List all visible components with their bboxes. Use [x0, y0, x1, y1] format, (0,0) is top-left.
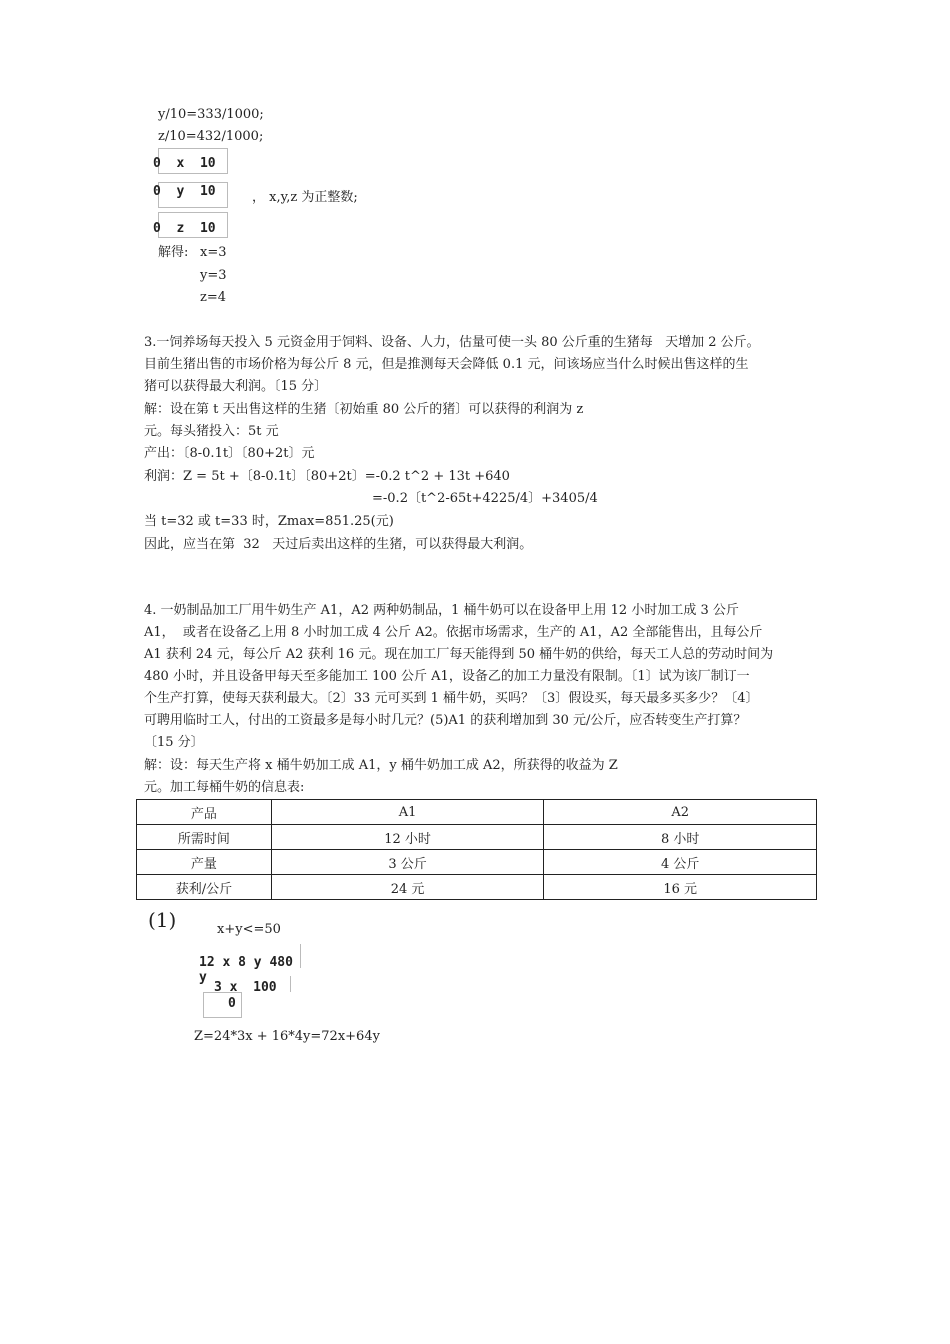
table-header-cell: A2: [544, 800, 817, 825]
constraint-bracket-2: [290, 976, 291, 992]
equation-y: y/10=333/1000;: [158, 107, 264, 122]
solution-z: z=4: [200, 290, 227, 305]
q3-line-10: 因此，应当在第 32 天过后卖出这样的生猪，可以获得最大利润。: [144, 537, 533, 552]
q3-line-4: 解：设在第 t 天出售这样的生猪〔初始重 80 公斤的猪〕可以获得的利润为 z: [144, 402, 584, 417]
q3-line-6: 产出：〔8-0.1t〕〔80+2t〕元: [144, 446, 315, 461]
table-cell: 16 元: [544, 875, 817, 900]
constraint-labor: 12 x 8 y 480: [199, 955, 293, 970]
table-header-cell: A1: [271, 800, 544, 825]
q3-line-8: =-0.2〔t^2-65t+4225/4〕+3405/4: [372, 491, 598, 506]
q4-line-1: 4. 一奶制品加工厂用牛奶生产 A1，A2 两种奶制品，1 桶牛奶可以在设备甲上用 12 小时加工成 3 公斤: [144, 603, 739, 618]
solution-label: 解得:: [158, 245, 189, 260]
table-row: [137, 825, 817, 850]
constraint-box-nonneg: [203, 992, 242, 1018]
table-cell: 24 元: [271, 875, 544, 900]
constraint-nonneg: 0: [228, 996, 236, 1011]
equation-z: z/10=432/1000;: [158, 129, 264, 144]
q4-line-6: 可聘用临时工人，付出的工资最多是每小时几元？(5)A1 的获利增加到 30 元/公斤，应否转变生产打算？: [144, 713, 747, 728]
part-1-label: (1): [148, 908, 177, 932]
constraint-labor-y: y: [199, 970, 207, 985]
table-header-row: [137, 800, 817, 825]
q3-line-9: 当 t=32 或 t=33 时，Zmax=851.25(元): [144, 514, 394, 529]
table-cell: 所需时间: [137, 825, 272, 850]
q3-line-5: 元。每头猪投入：5t 元: [144, 424, 279, 439]
q4-line-3: A1 获利 24 元，每公斤 A2 获利 16 元。现在加工厂每天能得到 50 桶牛奶的供给，每天工人总的劳动时间为: [144, 647, 774, 662]
table-header-cell: 产品: [137, 800, 272, 825]
constraint-y: 0 y 10: [153, 184, 216, 199]
q4-line-4: 480 小时，并且设备甲每天至多能加工 100 公斤 A1，设备乙的加工力量没有限制。〔1〕试为该厂制订一: [144, 669, 750, 684]
q4-line-9: 元。加工每桶牛奶的信息表:: [144, 780, 305, 795]
table-row: [137, 875, 817, 900]
q4-line-7: 〔15 分〕: [144, 735, 204, 750]
constraint-milk: x+y<=50: [217, 922, 281, 937]
solution-y: y=3: [200, 268, 227, 283]
q3-line-7: 利润：Z = 5t +〔8-0.1t〕〔80+2t〕=-0.2 t^2 + 13t +640: [144, 469, 510, 484]
table-row: [137, 850, 817, 875]
table-cell: 获利/公斤: [137, 875, 272, 900]
q4-line-2: A1， 或者在设备乙上用 8 小时加工成 4 公斤 A2。依据市场需求，生产的 A1，A2 全部能售出，且每公斤: [144, 625, 763, 640]
constraint-device: 3 x 100: [214, 980, 277, 995]
constraint-x: 0 x 10: [153, 156, 216, 171]
q3-line-3: 猪可以获得最大利润。〔15 分〕: [144, 379, 328, 394]
constraint-bracket: [300, 944, 301, 968]
info-table: [136, 799, 817, 900]
table-cell: 产量: [137, 850, 272, 875]
q4-line-8: 解：设：每天生产将 x 桶牛奶加工成 A1，y 桶牛奶加工成 A2，所获得的收益为 Z: [144, 758, 618, 773]
q4-line-5: 个生产打算，使每天获利最大。〔2〕33 元可买到 1 桶牛奶，买吗？〔3〕假设买，每天最多买多少？〔4〕: [144, 691, 759, 706]
table-cell: 8 小时: [544, 825, 817, 850]
constraint-note: ， x,y,z 为正整数;: [252, 190, 358, 205]
q3-line-1: 3.一饲养场每天投入 5 元资金用于饲料、设备、人力，估量可使一头 80 公斤重的生猪每 天增加 2 公斤。: [144, 335, 760, 350]
q3-line-2: 目前生猪出售的市场价格为每公斤 8 元，但是推测每天会降低 0.1 元，问该场应当什么时候出售这样的生: [144, 357, 749, 372]
table-cell: 3 公斤: [271, 850, 544, 875]
table-cell: 12 小时: [271, 825, 544, 850]
solution-x: x=3: [200, 245, 227, 260]
constraint-z: 0 z 10: [153, 221, 216, 236]
table-cell: 4 公斤: [544, 850, 817, 875]
objective-function: Z=24*3x + 16*4y=72x+64y: [194, 1029, 380, 1044]
